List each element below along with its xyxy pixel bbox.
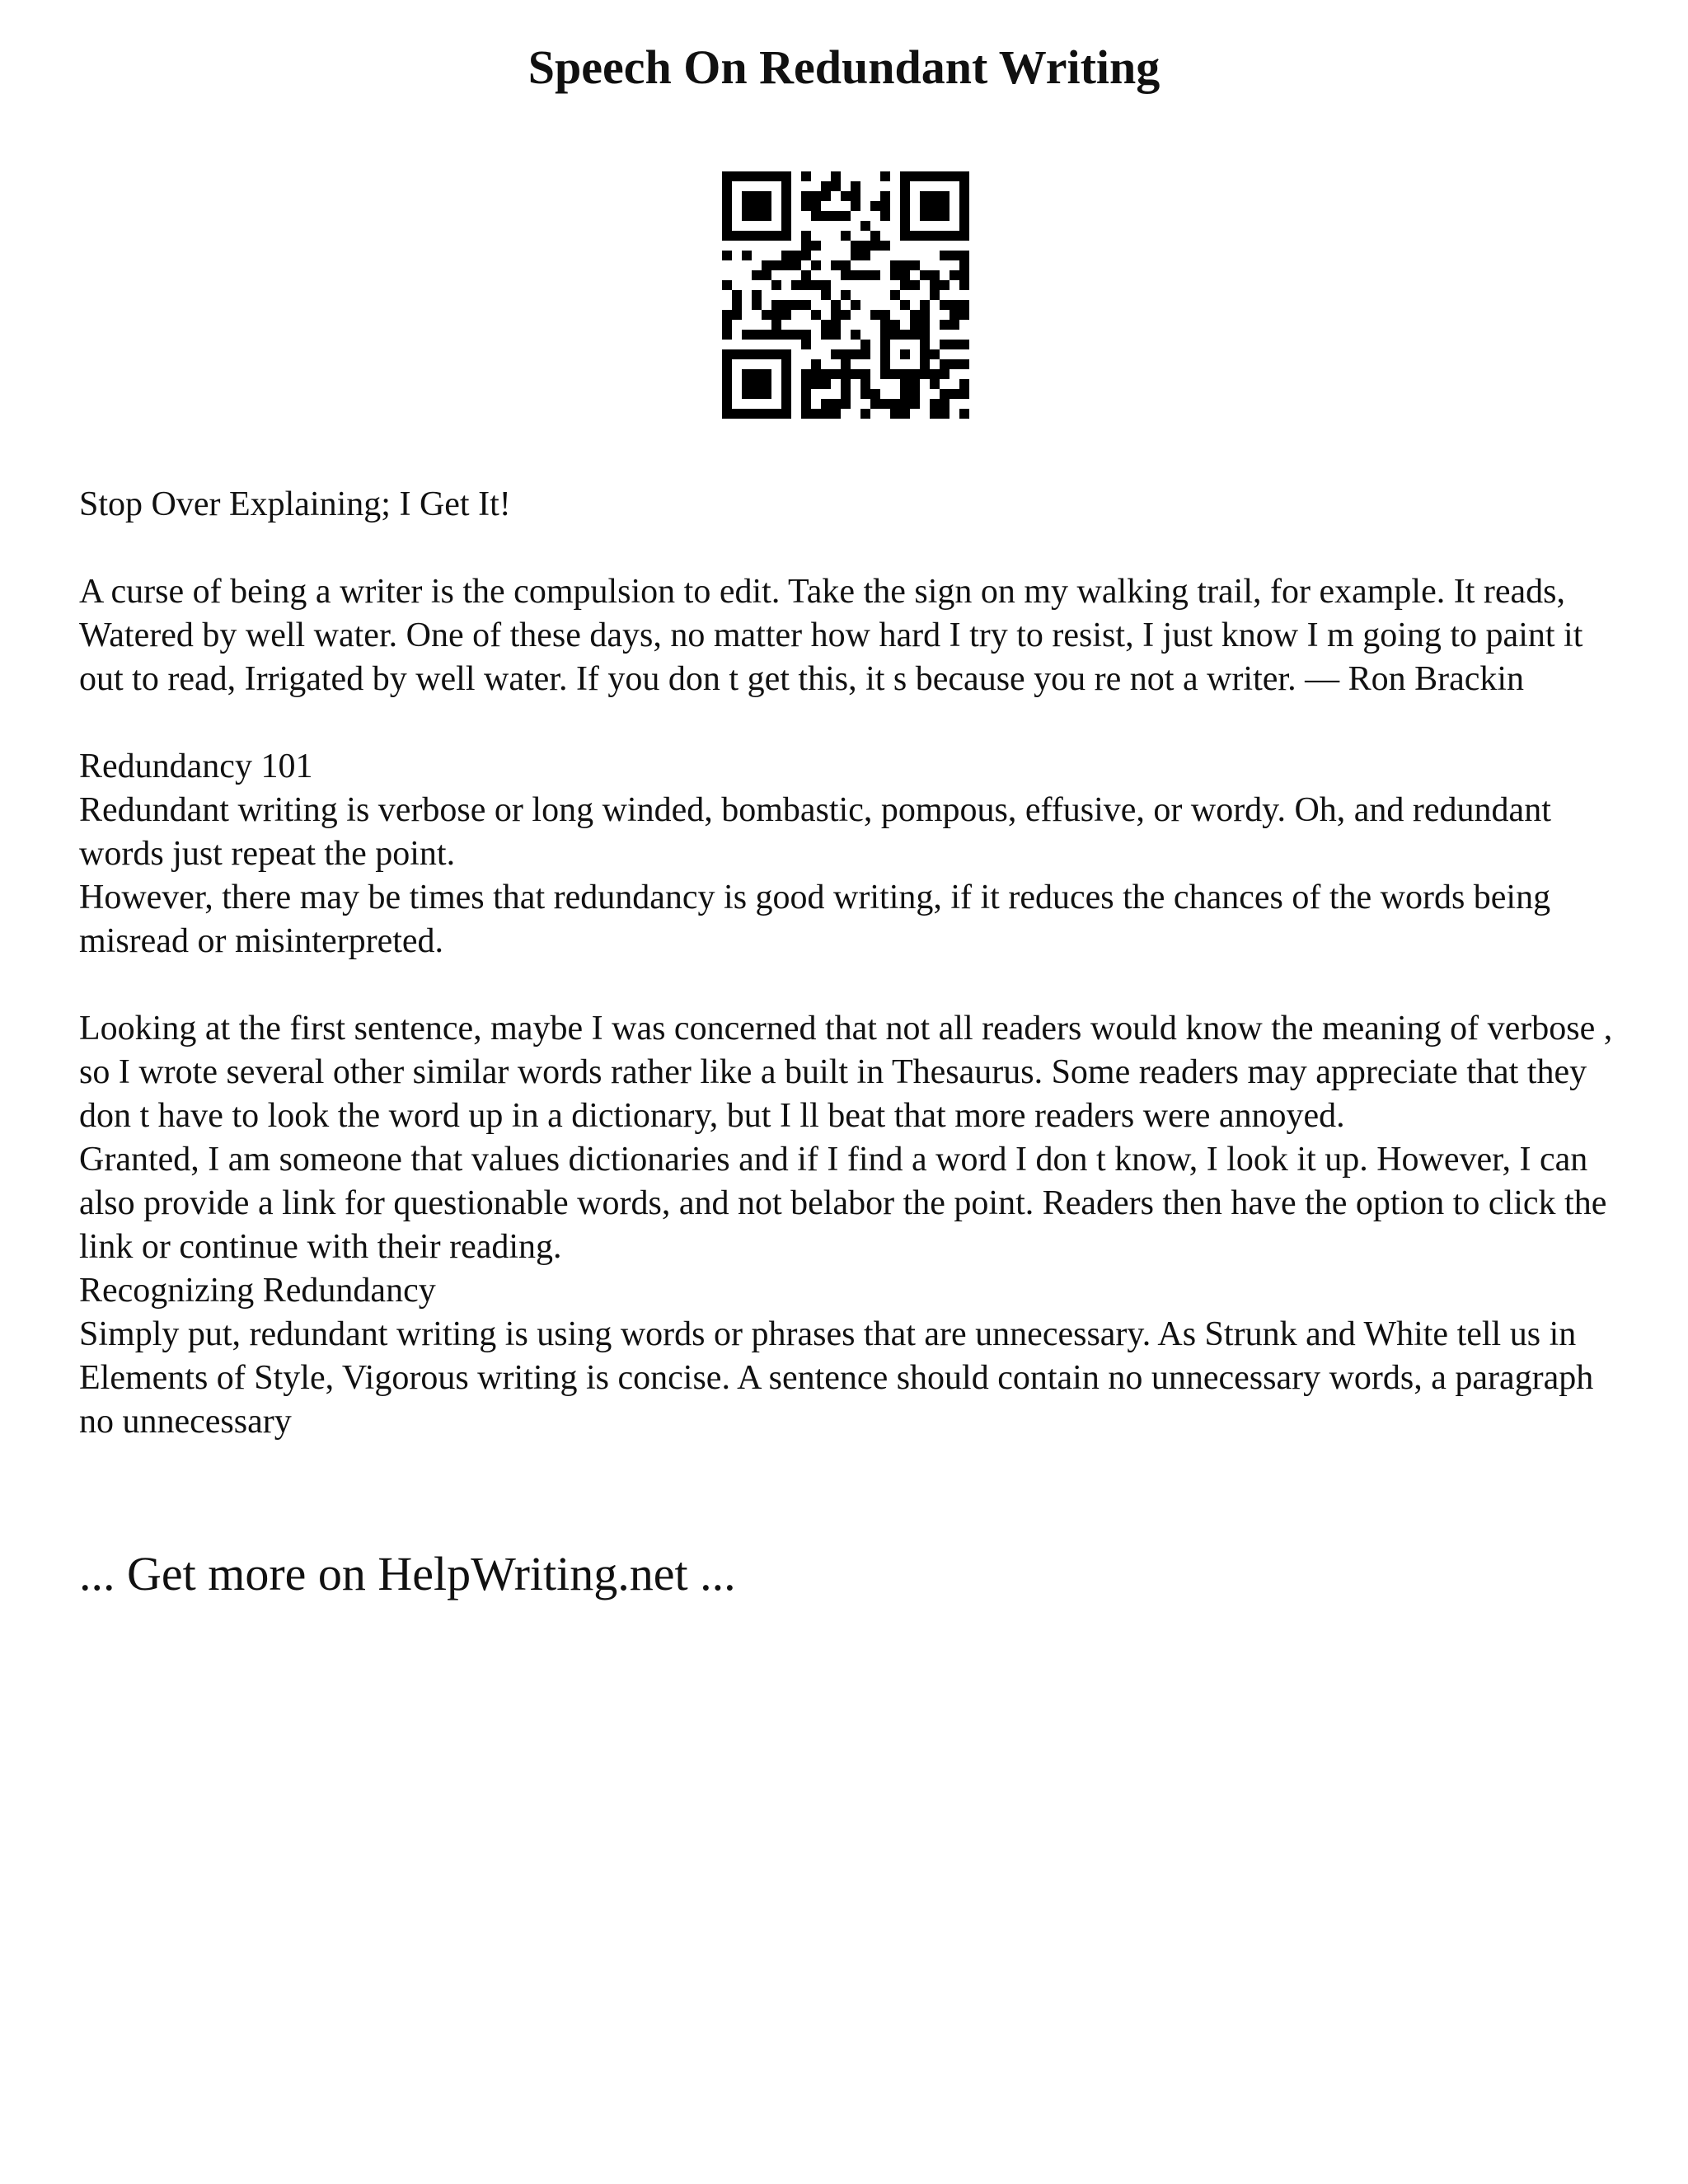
quote-paragraph: A curse of being a writer is the compulsion to edit. Take the sign on my walking trail, for example. It reads, Watered by well water. One of these days, no matter how hard I try to resist, I just know I m going to paint it out to read, Irrigated by well water. If you don t get this, it s because you re not a writer. ― Ron Brackin [79,573,1583,698]
qr-code-graphic [722,171,969,419]
paragraph-simply-put: Simply put, redundant writing is using words or phrases that are unnecessary. As Strunk and White tell us in Elements of Style, Vigorous writing is concise. A sentence should contain no unnecessary words, a paragraph no unnecessary [79,1315,1594,1441]
paragraph-dictionaries: Granted, I am someone that values dictionaries and if I find a word I don t know, I look it up. However, I can also provide a link for questionable words, and not belabor the point. Readers then have the option to click the link or continue with their reading. [79,1141,1607,1266]
paragraph-exception: However, there may be times that redundancy is good writing, if it reduces the chances of the words being misread or misinterpreted. [79,879,1551,960]
article-heading: Stop Over Explaining; I Get It! [79,485,511,523]
qr-code-icon [722,171,969,419]
paragraph-definition: Redundant writing is verbose or long winded, bombastic, pompous, effusive, or wordy. Oh, and redundant words just repeat the point. [79,791,1551,873]
page-title: Speech On Redundant Writing [528,40,1160,94]
paragraph-first-sentence: Looking at the first sentence, maybe I was concerned that not all readers would know the meaning of verbose , so I wrote several other similar words rather like a built in Thesaurus. Some readers may appreciate that they don t have to look the word up in a dictionary, but I ll beat that more readers were annoyed. [79,1010,1613,1135]
get-more-link[interactable]: ... Get more on HelpWriting.net ... [79,1547,736,1601]
section-heading-recognizing: Recognizing Redundancy [79,1272,436,1310]
article-body [79,483,1629,1444]
section-heading-redundancy-101: Redundancy 101 [79,748,313,785]
